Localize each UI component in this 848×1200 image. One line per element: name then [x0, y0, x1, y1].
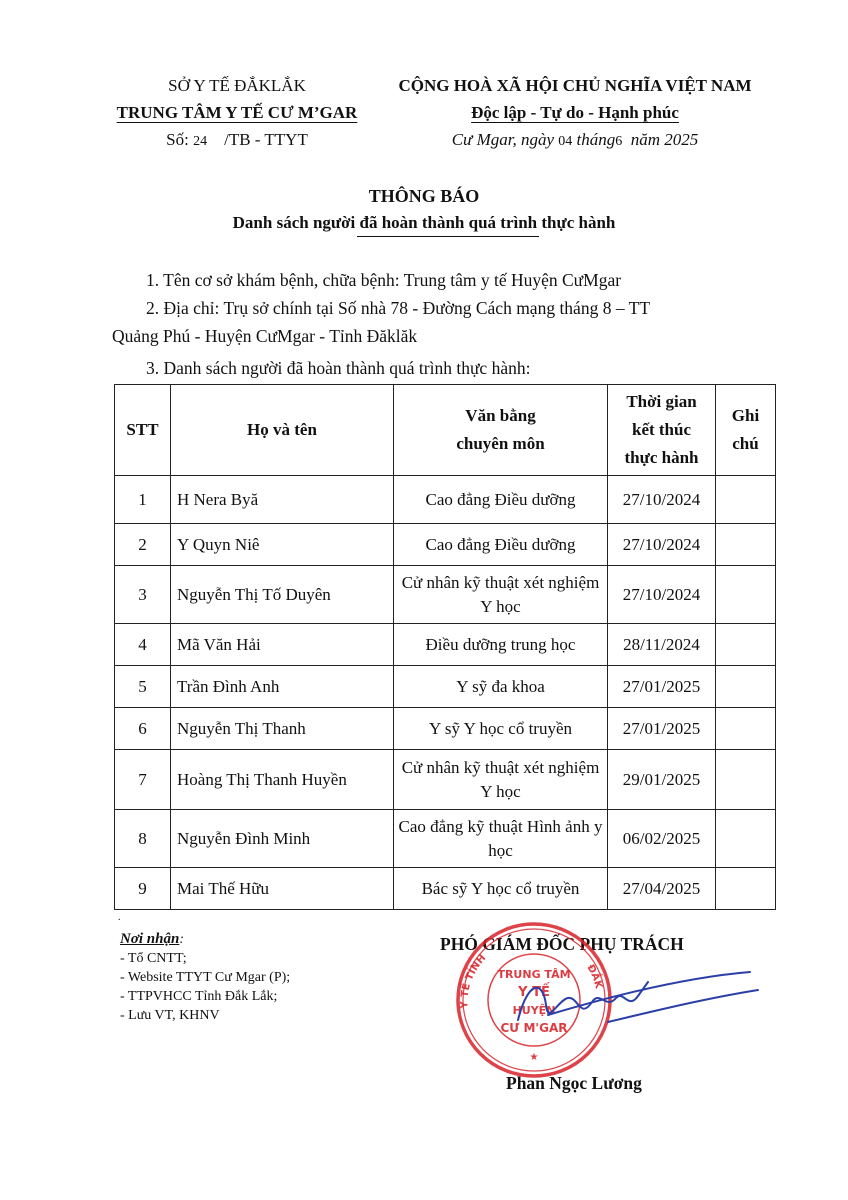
header-time-line3: thực hành: [624, 448, 699, 467]
subtitle-underline: [357, 236, 539, 237]
cell-date: 06/02/2025: [608, 810, 716, 868]
cell-note: [716, 708, 776, 750]
cell-note: [716, 524, 776, 566]
recipient-item: - Website TTYT Cư Mgar (P);: [120, 970, 291, 985]
recipients-heading: Nơi nhận: [120, 931, 180, 947]
seal-line2: Y TẾ: [518, 985, 550, 1000]
item-list-heading: 3. Danh sách người đã hoàn thành quá trình thực hành:: [146, 358, 531, 378]
cell-date: 29/01/2025: [608, 750, 716, 810]
signer-title: PHÓ GIÁM ĐỐC PHỤ TRÁCH: [440, 934, 684, 954]
recipient-item: - TTPVHCC Tỉnh Đắk Lắk;: [120, 989, 278, 1004]
table-row: [115, 810, 776, 868]
cell-date: 27/01/2025: [608, 666, 716, 708]
cell-name: Mai Thế Hữu: [171, 868, 394, 910]
cell-name: Mã Văn Hải: [171, 624, 394, 666]
header-note-line2: chú: [732, 434, 759, 453]
doc-no-value: 24: [193, 134, 208, 149]
cell-stt: 7: [115, 750, 171, 810]
table-row: [115, 476, 776, 524]
cell-note: [716, 868, 776, 910]
header-degree-line2: chuyên môn: [456, 434, 545, 453]
header-stt: STT: [115, 385, 171, 476]
recipients-block: [120, 930, 290, 1025]
cell-degree: Cử nhân kỹ thuật xét nghiệm Y học: [394, 566, 608, 624]
cell-name: Nguyễn Thị Thanh: [171, 708, 394, 750]
date-month: 6: [615, 134, 623, 149]
cell-stt: 2: [115, 524, 171, 566]
cell-name: Nguyễn Đình Minh: [171, 810, 394, 868]
separator-dot: .: [118, 912, 121, 923]
seal-ring-left: Y TẾ TỈNH: [459, 952, 489, 1009]
seal-line4: CƯ M'GAR: [500, 1021, 568, 1035]
header-degree-line1: Văn bằng: [465, 406, 536, 425]
document-title: THÔNG BÁO: [368, 186, 480, 206]
date-month-label: tháng: [576, 130, 616, 149]
doc-no-label: Số:: [166, 130, 189, 149]
cell-degree: Cao đẳng kỹ thuật Hình ảnh y học: [394, 810, 608, 868]
cell-name: Nguyễn Thị Tố Duyên: [171, 566, 394, 624]
table-row: [115, 708, 776, 750]
table-header-row: [115, 385, 776, 476]
header-end-time: [608, 385, 716, 476]
cell-date: 27/10/2024: [608, 566, 716, 624]
seal-line3: HUYỆN: [512, 1004, 556, 1017]
document-date: [380, 126, 770, 155]
header-right: [380, 72, 770, 155]
cell-stt: 4: [115, 624, 171, 666]
table-row: [115, 566, 776, 624]
handwritten-signature: [488, 960, 768, 1050]
cell-stt: 9: [115, 868, 171, 910]
cell-stt: 8: [115, 810, 171, 868]
header-time-line1: Thời gian: [626, 392, 697, 411]
cell-note: [716, 666, 776, 708]
cell-degree: Y sỹ Y học cổ truyền: [394, 708, 608, 750]
cell-note: [716, 476, 776, 524]
header-note: [716, 385, 776, 476]
cell-stt: 1: [115, 476, 171, 524]
cell-stt: 6: [115, 708, 171, 750]
signer-name: Phan Ngọc Lương: [506, 1073, 642, 1093]
header-degree: [394, 385, 608, 476]
date-place: Cư Mgar, ngày: [451, 130, 555, 149]
item-facility-name: 1. Tên cơ sở khám bệnh, chữa bệnh: Trung tâm y tế Huyện CưMgar: [146, 270, 622, 290]
seal-star-icon: ★: [529, 1052, 539, 1063]
date-day: 04: [558, 134, 573, 149]
completion-table: [114, 384, 776, 910]
cell-degree: Cử nhân kỹ thuật xét nghiệm Y học: [394, 750, 608, 810]
motto: Độc lập - Tự do - Hạnh phúc: [471, 103, 679, 122]
cell-degree: Cao đẳng Điều dưỡng: [394, 476, 608, 524]
cell-note: [716, 624, 776, 666]
seal-ring-right: ĐẮK: [584, 962, 604, 990]
cell-name: Y Quyn Niê: [171, 524, 394, 566]
agency-name: SỞ Y TẾ ĐẮKLẮK: [168, 76, 306, 95]
item-address: 2. Địa chỉ: Trụ sở chính tại Số nhà 78 - Đường Cách mạng tháng 8 – TT: [146, 298, 651, 318]
organization-name: TRUNG TÂM Y TẾ CƯ M’GAR: [116, 103, 358, 122]
recipient-item: - Tổ CNTT;: [120, 951, 187, 966]
item-address-cont: Quảng Phú - Huyện CưMgar - Tỉnh Đăklăk: [112, 326, 418, 346]
date-year: năm 2025: [630, 130, 699, 149]
cell-stt: 5: [115, 666, 171, 708]
cell-note: [716, 566, 776, 624]
cell-degree: Điều dưỡng trung học: [394, 624, 608, 666]
cell-name: Trần Đình Anh: [171, 666, 394, 708]
table-row: [115, 624, 776, 666]
nation-name: CỘNG HOÀ XÃ HỘI CHỦ NGHĨA VIỆT NAM: [398, 76, 752, 95]
table-row: [115, 868, 776, 910]
document-number: [92, 126, 382, 155]
cell-name: H Nera Byă: [171, 476, 394, 524]
header-name: Họ và tên: [171, 385, 394, 476]
cell-stt: 3: [115, 566, 171, 624]
recipients-colon: :: [179, 932, 184, 947]
header-time-line2: kết thúc: [631, 420, 692, 439]
header-left: [92, 72, 382, 155]
doc-no-suffix: /TB - TTYT: [224, 130, 308, 149]
seal-line1: TRUNG TÂM: [497, 968, 571, 981]
cell-name: Hoàng Thị Thanh Huyền: [171, 750, 394, 810]
cell-date: 28/11/2024: [608, 624, 716, 666]
cell-degree: Bác sỹ Y học cổ truyền: [394, 868, 608, 910]
cell-degree: Y sỹ đa khoa: [394, 666, 608, 708]
recipient-item: - Lưu VT, KHNV: [120, 1008, 220, 1023]
table-row: [115, 666, 776, 708]
table-row: [115, 524, 776, 566]
cell-note: [716, 810, 776, 868]
cell-note: [716, 750, 776, 810]
header-note-line1: Ghi: [731, 406, 760, 425]
cell-date: 27/10/2024: [608, 476, 716, 524]
cell-date: 27/04/2025: [608, 868, 716, 910]
document-subtitle: Danh sách người đã hoàn thành quá trình thực hành: [232, 213, 616, 232]
cell-degree: Cao đẳng Điều dưỡng: [394, 524, 608, 566]
cell-date: 27/01/2025: [608, 708, 716, 750]
table-row: [115, 750, 776, 810]
cell-date: 27/10/2024: [608, 524, 716, 566]
